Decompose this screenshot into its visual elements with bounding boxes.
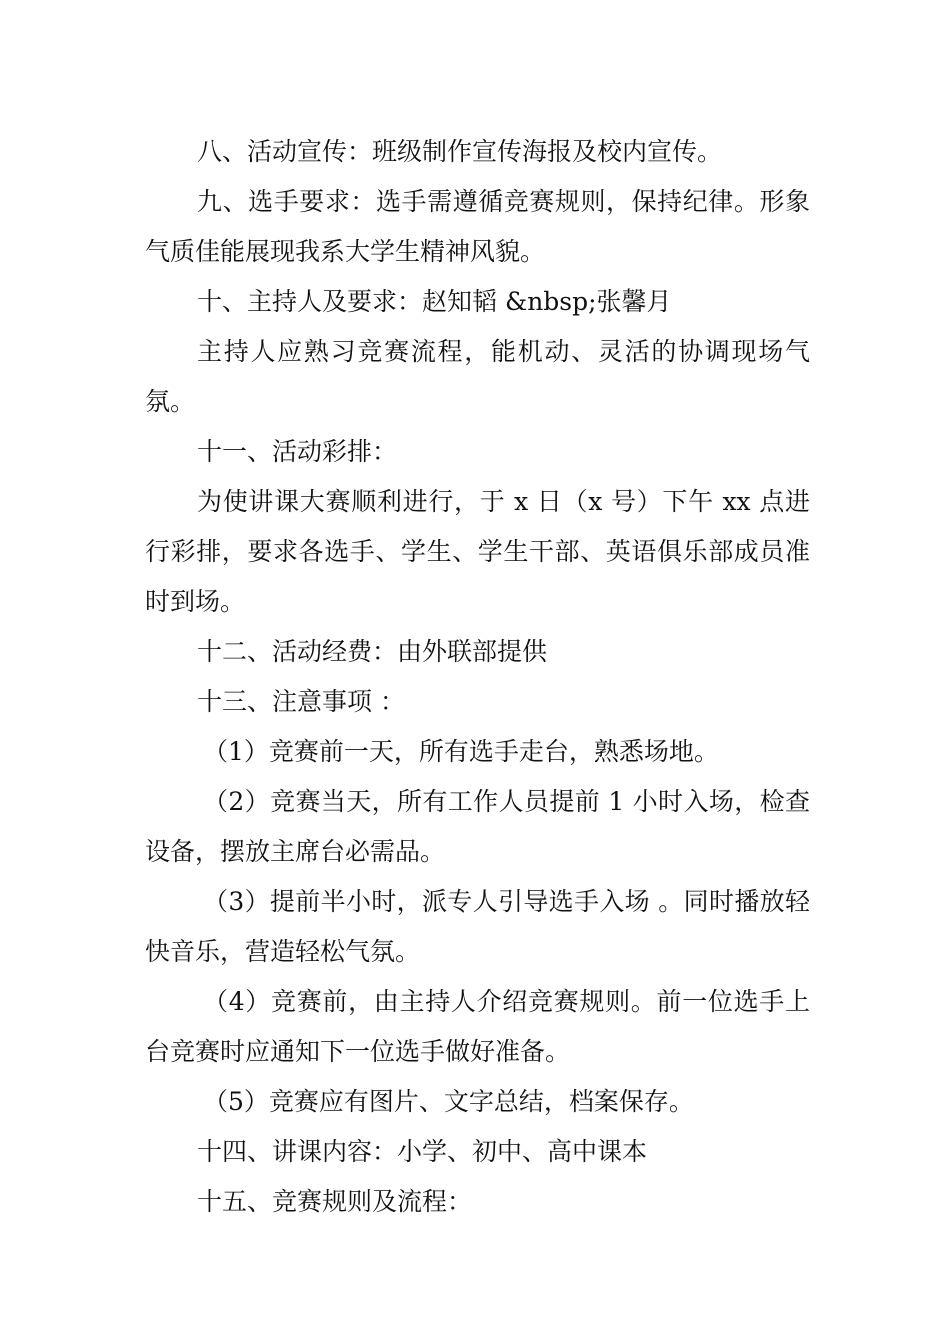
list-item-note-1: （1）竞赛前一天，所有选手走台，熟悉场地。 — [203, 737, 719, 766]
paragraph-notes-heading: 十三、注意事项 ： — [197, 687, 405, 716]
paragraph-contestant-requirements: 九、选手要求：选手需遵循竞赛规则，保持纪律。形象气质佳能展现我系大学生精神风貌。 — [145, 187, 810, 266]
paragraph-funding: 十二、活动经费：由外联部提供 — [197, 637, 548, 666]
paragraph-hosts: 十、主持人及要求：赵知韬 &nbsp;张馨月 — [197, 287, 672, 316]
paragraph-rehearsal-heading: 十一、活动彩排： — [197, 437, 398, 466]
list-item-note-4: （4）竞赛前，由主持人介绍竞赛规则。前一位选手上台竞赛时应通知下一位选手做好准备。 — [145, 987, 810, 1066]
list-item-note-5: （5）竞赛应有图片、文字总结，档案保存。 — [203, 1087, 694, 1116]
paragraph-host-requirements: 主持人应熟习竞赛流程，能机动、灵活的协调现场气氛。 — [145, 337, 810, 416]
document-body — [145, 127, 810, 1227]
paragraph-lecture-content: 十四、讲课内容：小学、初中、高中课本 — [197, 1137, 648, 1166]
list-item-note-3: （3）提前半小时，派专人引导选手入场 。同时播放轻快音乐，营造轻松气氛。 — [145, 887, 810, 966]
paragraph-rehearsal-details: 为使讲课大赛顺利进行，于 x 日（x 号）下午 xx 点进行彩排，要求各选手、学生、学生干部、英语俱乐部成员准时到场。 — [145, 487, 810, 616]
paragraph-rules-heading: 十五、竞赛规则及流程： — [197, 1187, 473, 1216]
list-item-note-2: （2）竞赛当天，所有工作人员提前 1 小时入场，检查设备，摆放主席台必需品。 — [145, 787, 810, 866]
paragraph-publicity: 八、活动宣传：班级制作宣传海报及校内宣传。 — [197, 137, 723, 166]
